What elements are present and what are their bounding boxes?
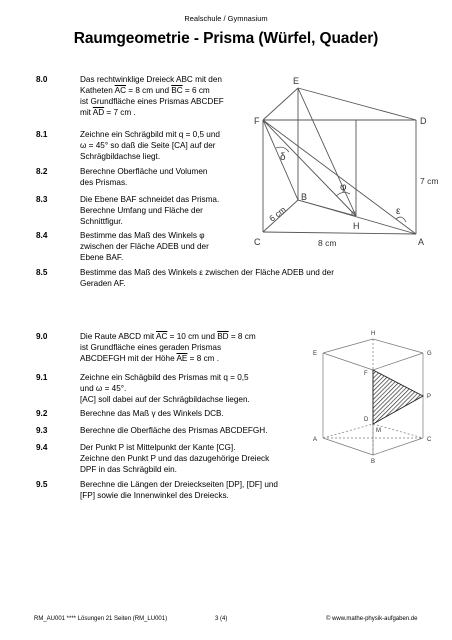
vertex-label-h: H [371,331,376,337]
task-number: 9.2 [36,409,48,418]
dimension-label-ca: 8 cm [318,238,337,248]
text-line: Der Punkt P ist Mittelpunkt der Kante [CG]. [80,443,236,452]
page-title: Raumgeometrie - Prisma (Würfel, Quader) [73,30,379,47]
text-line: Berechne Oberfläche und Volumen [80,167,208,176]
vertex-label-m: M [376,428,381,434]
text-line: und ω = 45°. [80,384,127,393]
text-line: Katheten $\overline{AC} = 8$ cm und $\overline{BC} = 6$ cm [80,86,210,95]
text-line: [AC] soll dabei auf der Schrägbildachse liegen. [80,395,250,404]
text-line: Schrägbildachse liegt. [80,152,161,161]
task-number: 9.1 [36,373,48,382]
task-9-4-text [80,442,310,475]
vertex-label-h: H [353,221,360,231]
task-9-5-text [80,479,310,501]
task-number: 9.5 [36,480,48,489]
task-number: 8.2 [36,167,48,176]
vertex-label-b: B [371,459,376,464]
angle-label-phi: φ [340,182,347,193]
prism-figure-1 [248,66,444,264]
text-line: des Prismas. [80,178,128,187]
vertex-label-g: G [427,351,432,357]
task-number: 8.3 [36,195,48,204]
footer-page-number: 3 (4) [215,616,228,622]
task-number: 9.0 [36,332,48,341]
footer-left: RM_AU001 **** Lösungen 21 Seiten (RM_LU001) [34,616,168,622]
text-line: Zeichne ein Schägbild des Prismas mit q = 0,5 [80,373,249,382]
triangle-dpf [373,370,423,424]
text-line: Die Raute ABCD mit $\overline{AC} = 10$ cm und $\overline{BD} = 8$ cm [80,332,256,341]
text-line: Bestimme das Maß des Winkels φ [80,231,205,240]
text-line: Berechne die Längen der Dreieckseiten [DP], [DF] und [80,480,278,489]
text-line: Das rechtwinklige Dreieck ABC mit den [80,75,222,84]
angle-label-delta: δ [280,152,286,163]
dimension-label-ad: 7 cm [420,176,439,186]
text-line: ist Grundfläche eines Prismas ABCDEF [80,97,224,106]
text-line: ist Grundfläche eines geraden Prismas [80,343,222,352]
vertex-label-f: F [364,371,368,377]
text-line: Zeichne ein Schrägbild mit q = 0,5 und [80,130,220,139]
text-line: zwischen der Fläche ADEB und der [80,242,209,251]
task-number: 9.3 [36,426,48,435]
task-number: 8.5 [36,268,48,277]
vertex-label-f: F [254,116,260,126]
footer-copyright: © www.mathe-physik-aufgaben.de [326,616,418,622]
task-9-1-text [80,372,310,405]
text-line: Geraden AF. [80,279,126,288]
vertex-label-e: E [293,76,300,86]
angle-label-epsilon: ε [396,206,401,217]
dimension-label-bc: 6 cm [267,204,288,224]
vertex-label-d: D [420,116,427,126]
task-number: 9.4 [36,443,48,452]
task-number: 8.1 [36,130,48,139]
text-line: Zeichne den Punkt P und das dazugehörige Dreieck [80,454,270,463]
text-line: ω = 45° so daß die Seite [CA] auf der [80,141,216,150]
text-line: Bestimme das Maß des Winkels ε zwischen der Fläche ADEB und der [80,268,334,277]
vertex-label-a: A [418,237,425,247]
vertex-label-a: A [313,437,318,443]
task-9-3-text [80,425,310,436]
vertex-label-p: P [427,394,432,400]
prism-figure-2 [310,328,444,464]
task-number: 8.0 [36,75,48,84]
task-9-2-text [80,408,310,419]
vertex-label-d: D [364,417,369,423]
task-8-4-text [80,230,260,263]
text-line: Berechne Umfang und Fläche der [80,206,203,215]
text-line: ABCDEFGH mit der Höhe $\overline{AE} = 8$ cm . [80,354,220,363]
text-line: Berechne die Oberfläche des Prismas ABCDEFGH. [80,426,268,435]
task-8-3-text [80,194,260,227]
task-8-1-text [80,129,260,162]
task-8-0-text [80,74,260,118]
vertex-label-c: C [254,237,261,247]
vertex-label-c: C [427,437,432,443]
task-number: 8.4 [36,231,48,240]
page-header: Realschule / Gymnasium [184,14,268,23]
text-line: Berechne das Maß γ des Winkels DCB. [80,409,224,418]
vertex-label-e: E [313,351,318,357]
text-line: Schnittfigur. [80,217,123,226]
task-9-0-text [80,331,310,364]
text-line: [FP] sowie die Innenwinkel des Dreiecks. [80,491,229,500]
task-8-2-text [80,166,260,188]
text-line: Die Ebene BAF schneidet das Prisma. [80,195,220,204]
task-8-5-text [80,267,420,289]
text-line: mit $\overline{AD} = 7$ cm . [80,108,136,117]
text-line: Ebene BAF. [80,253,124,262]
text-line: DPF in das Schrägbild ein. [80,465,177,474]
vertex-label-b: B [301,192,308,202]
